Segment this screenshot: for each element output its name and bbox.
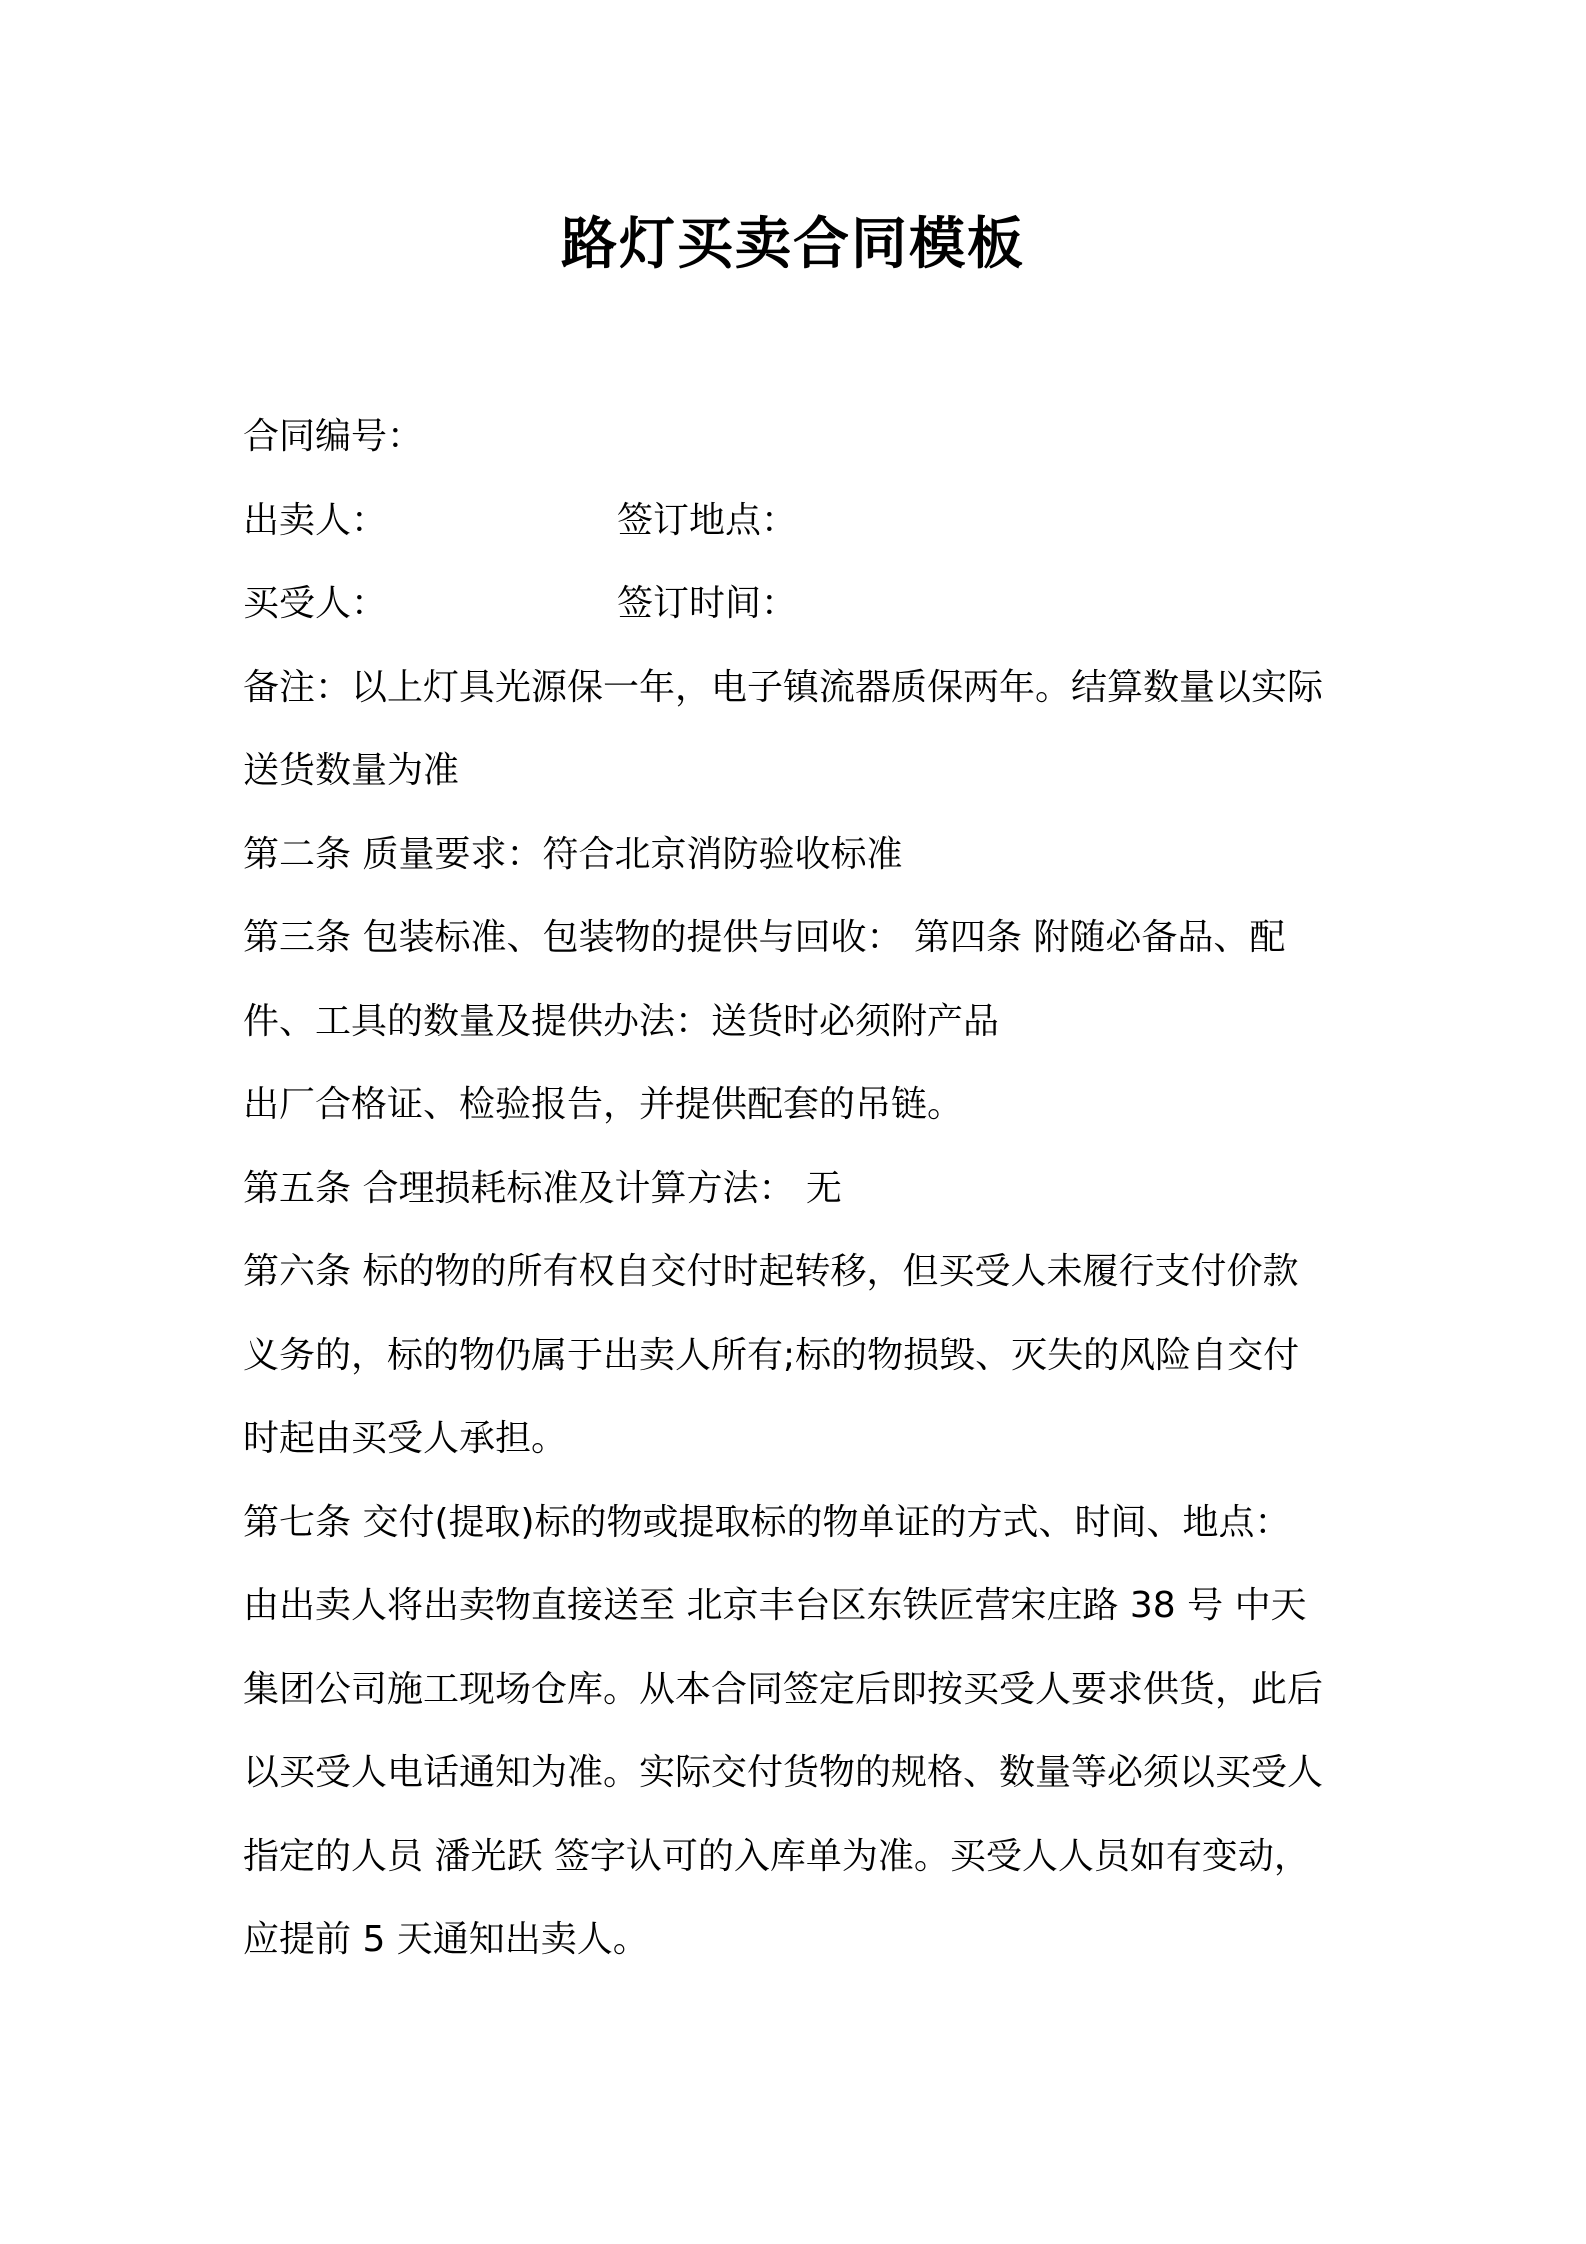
- text-line: 件、工具的数量及提供办法：送货时必须附产品: [243, 1000, 1000, 1042]
- text-line: 第二条 质量要求：符合北京消防验收标准: [243, 833, 903, 875]
- text-line: 应提前 5 天通知出卖人。: [243, 1919, 649, 1960]
- contract-body: [243, 395, 1363, 1982]
- text-line: 备注：以上灯具光源保一年，电子镇流器质保两年。结算数量以实际: [243, 666, 1324, 708]
- contract-number-label: 合同编号：: [243, 416, 424, 457]
- text-line: 第七条 交付(提取)标的物或提取标的物单证的方式、时间、地点：: [243, 1501, 1291, 1543]
- buyer-label: 买受人：: [243, 583, 388, 624]
- text-line: 第三条 包装标准、包装物的提供与回收： 第四条 附随必备品、配: [243, 917, 1286, 958]
- text-line: 第六条 标的物的所有权自交付时起转移，但买受人未履行支付价款: [243, 1251, 1299, 1292]
- text-line: 出厂合格证、检验报告，并提供配套的吊链。: [243, 1084, 964, 1125]
- seller-label: 出卖人：: [243, 499, 388, 541]
- document-title: 路灯买卖合同模板: [561, 212, 1025, 277]
- text-line: 送货数量为准: [243, 750, 460, 791]
- text-line: 义务的，标的物仍属于出卖人所有;标的物损毁、灭失的风险自交付: [243, 1334, 1300, 1376]
- text-line: 指定的人员 潘光跃 签字认可的入库单为准。买受人人员如有变动，: [243, 1835, 1310, 1877]
- signing-time-label: 签订时间：: [617, 583, 798, 624]
- text-line: 以买受人电话通知为准。实际交付货物的规格、数量等必须以买受人: [243, 1752, 1324, 1793]
- seller-row: [243, 479, 1363, 563]
- text-line: 第五条 合理损耗标准及计算方法： 无: [243, 1167, 842, 1209]
- text-line: 集团公司施工现场仓库。从本合同签定后即按买受人要求供货，此后: [243, 1668, 1324, 1710]
- buyer-row: [243, 562, 1363, 646]
- text-line: 时起由买受人承担。: [243, 1418, 568, 1459]
- signing-place-label: 签订地点：: [617, 499, 798, 541]
- text-line: 由出卖人将出卖物直接送至 北京丰台区东铁匠营宋庄路 38 号 中天: [243, 1585, 1307, 1626]
